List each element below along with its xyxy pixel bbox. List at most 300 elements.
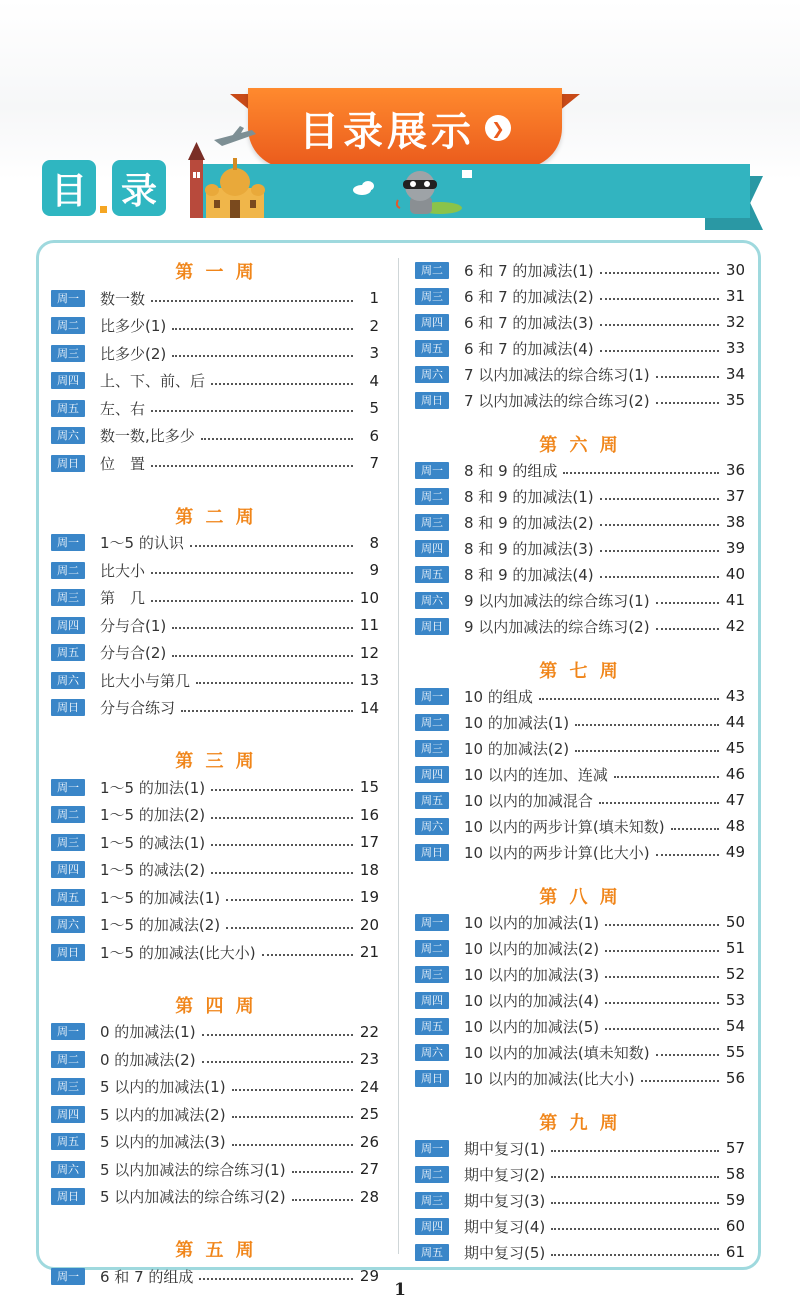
day-badge: 周五 xyxy=(51,1133,85,1150)
leader-dots xyxy=(262,954,353,956)
day-badge: 周一 xyxy=(415,1140,449,1157)
leader-dots xyxy=(551,1228,719,1230)
leader-dots xyxy=(599,802,719,804)
entry-page: 44 xyxy=(725,713,745,731)
toc-entry[interactable] xyxy=(415,537,745,559)
entry-label: 10 以内的加减法(填未知数) xyxy=(464,1043,650,1062)
toc-entry[interactable] xyxy=(415,711,745,733)
leader-dots xyxy=(600,350,719,352)
leader-dots xyxy=(656,628,719,630)
cathedral-icon xyxy=(205,158,265,218)
day-badge: 周五 xyxy=(51,400,85,417)
day-badge: 周三 xyxy=(415,1192,449,1209)
toc-entry[interactable] xyxy=(51,1158,379,1180)
leader-dots xyxy=(605,924,719,926)
day-badge: 周日 xyxy=(51,1188,85,1205)
tower-icon xyxy=(188,142,205,218)
toc-entry[interactable] xyxy=(415,789,745,811)
toc-entry[interactable] xyxy=(51,1186,379,1208)
entry-page: 36 xyxy=(725,461,745,479)
entry-label: 比大小与第几 xyxy=(100,671,191,690)
entry-label: 1～5 的认识 xyxy=(100,534,184,552)
day-badge: 周四 xyxy=(51,861,85,878)
leader-dots xyxy=(202,1061,353,1063)
day-badge: 周四 xyxy=(415,540,449,557)
toc-entry[interactable] xyxy=(415,911,745,933)
leader-dots xyxy=(605,1002,719,1004)
leader-dots xyxy=(539,698,719,700)
day-badge: 周六 xyxy=(51,672,85,689)
leader-dots xyxy=(641,1080,719,1082)
day-badge: 周六 xyxy=(51,1161,85,1178)
entry-label: 10 以内的两步计算(比大小) xyxy=(464,843,650,862)
leader-dots xyxy=(151,465,353,467)
day-badge: 周三 xyxy=(51,345,85,362)
entry-label: 10 以内的连加、连减 xyxy=(464,765,608,784)
toc-entry[interactable] xyxy=(415,311,745,333)
leader-dots xyxy=(201,438,353,440)
day-badge: 周二 xyxy=(51,806,85,823)
entry-page: 16 xyxy=(359,805,379,824)
entry-label: 左、右 xyxy=(100,399,146,418)
entry-page: 21 xyxy=(359,943,379,961)
toc-entry[interactable] xyxy=(415,815,745,837)
entry-page: 10 xyxy=(359,588,379,607)
day-badge: 周五 xyxy=(415,340,449,357)
leader-dots xyxy=(181,710,353,712)
toc-entry[interactable] xyxy=(51,452,379,474)
entry-label: 8 和 9 的组成 xyxy=(464,461,558,480)
entry-page: 27 xyxy=(359,1160,379,1178)
toc-entry[interactable] xyxy=(51,397,379,419)
toc-entry[interactable] xyxy=(415,1041,745,1063)
day-badge: 周五 xyxy=(415,1018,449,1035)
leader-dots xyxy=(551,1254,719,1256)
leader-dots xyxy=(600,524,719,526)
day-badge: 周日 xyxy=(51,944,85,961)
entry-page: 35 xyxy=(725,391,745,409)
day-badge: 周日 xyxy=(415,392,449,409)
day-badge: 周日 xyxy=(51,699,85,716)
day-badge: 周一 xyxy=(51,290,85,307)
day-badge: 周四 xyxy=(415,314,449,331)
entry-label: 8 和 9 的加减法(3) xyxy=(464,539,594,558)
leader-dots xyxy=(172,655,353,657)
airplane-icon xyxy=(214,126,256,146)
entry-label: 1～5 的加减法(比大小) xyxy=(100,943,256,962)
day-badge: 周五 xyxy=(415,792,449,809)
toc-entry[interactable] xyxy=(415,1215,745,1237)
day-badge: 周二 xyxy=(51,1051,85,1068)
toc-entry[interactable] xyxy=(51,1131,379,1153)
day-badge: 周一 xyxy=(51,1023,85,1040)
day-badge: 周四 xyxy=(415,766,449,783)
toc-entry[interactable] xyxy=(415,337,745,359)
entry-label: 10 的组成 xyxy=(464,687,533,706)
entry-page: 12 xyxy=(359,643,379,662)
day-badge: 周一 xyxy=(51,1268,85,1285)
entry-label: 10 以内的两步计算(填未知数) xyxy=(464,817,665,836)
leader-dots xyxy=(226,899,353,901)
leader-dots xyxy=(551,1202,719,1204)
week-title: 第 五 周 xyxy=(175,1240,257,1261)
day-badge: 周三 xyxy=(415,288,449,305)
entry-label: 1～5 的加法(1) xyxy=(100,778,206,797)
leader-dots xyxy=(292,1171,353,1173)
entry-page: 34 xyxy=(725,365,745,383)
week-title: 第 三 周 xyxy=(175,751,257,772)
toc-entry[interactable] xyxy=(51,669,379,691)
toc-entry[interactable] xyxy=(51,642,379,664)
toc-entry[interactable] xyxy=(415,1067,745,1089)
leader-dots xyxy=(211,383,353,385)
toc-entry[interactable] xyxy=(415,737,745,759)
toc-entry[interactable] xyxy=(415,989,745,1011)
entry-page: 11 xyxy=(359,616,379,634)
entry-page: 5 xyxy=(369,399,379,417)
entry-page: 3 xyxy=(369,344,379,362)
leader-dots xyxy=(232,1144,353,1146)
entry-page: 43 xyxy=(725,687,745,705)
toc-entry[interactable] xyxy=(51,941,379,963)
header-illustration xyxy=(0,0,800,240)
leader-dots xyxy=(575,724,719,726)
day-badge: 周三 xyxy=(415,514,449,531)
entry-page: 41 xyxy=(725,591,745,609)
entry-page: 2 xyxy=(369,316,379,335)
toc-entry[interactable] xyxy=(51,315,379,337)
leader-dots xyxy=(211,789,353,791)
day-badge: 周一 xyxy=(415,688,449,705)
toc-entry[interactable] xyxy=(51,425,379,447)
toc-entry[interactable] xyxy=(415,841,745,863)
day-badge: 周日 xyxy=(51,455,85,472)
entry-page: 6 xyxy=(369,426,379,445)
entry-label: 6 和 7 的加减法(3) xyxy=(464,313,594,332)
leader-dots xyxy=(614,776,719,778)
toc-entry[interactable] xyxy=(415,937,745,959)
toc-entry[interactable] xyxy=(51,1048,379,1070)
leader-dots xyxy=(211,844,353,846)
day-badge: 周六 xyxy=(415,1044,449,1061)
entry-label: 1～5 的减法(2) xyxy=(100,861,206,879)
entry-page: 22 xyxy=(359,1022,379,1041)
entry-label: 1～5 的加法(2) xyxy=(100,806,206,824)
entry-label: 分与合(2) xyxy=(100,644,167,662)
leader-dots xyxy=(563,472,719,474)
leader-dots xyxy=(211,817,353,819)
entry-label: 10 以内的加减混合 xyxy=(464,791,593,810)
day-badge: 周三 xyxy=(415,966,449,983)
entry-page: 54 xyxy=(725,1017,745,1035)
entry-page: 28 xyxy=(359,1187,379,1206)
toc-entry[interactable] xyxy=(51,614,379,636)
entry-page: 9 xyxy=(369,561,379,579)
entry-page: 33 xyxy=(725,339,745,357)
day-badge: 周一 xyxy=(51,779,85,796)
entry-label: 期中复习(5) xyxy=(464,1243,546,1262)
toc-entry[interactable] xyxy=(415,259,745,281)
entry-page: 38 xyxy=(725,513,745,531)
week-title: 第 九 周 xyxy=(539,1113,621,1134)
leader-dots xyxy=(196,682,353,684)
entry-label: 分与合(1) xyxy=(100,616,167,635)
toc-entry[interactable] xyxy=(51,287,379,309)
entry-label: 位 置 xyxy=(100,454,146,473)
entry-label: 8 和 9 的加减法(4) xyxy=(464,565,594,584)
day-badge: 周四 xyxy=(415,1218,449,1235)
entry-page: 49 xyxy=(725,843,745,861)
mulu-block-2: 录 xyxy=(112,160,166,216)
leader-dots xyxy=(172,627,353,629)
page-number: 1 xyxy=(394,1280,406,1300)
entry-label: 7 以内加减法的综合练习(2) xyxy=(464,391,650,410)
week-title: 第 四 周 xyxy=(175,995,257,1017)
entry-page: 59 xyxy=(725,1191,745,1209)
week-title: 第 八 周 xyxy=(539,887,621,908)
entry-page: 1 xyxy=(369,289,379,307)
day-badge: 周四 xyxy=(415,992,449,1009)
leader-dots xyxy=(656,376,719,378)
leader-dots xyxy=(151,410,353,412)
leader-dots xyxy=(671,828,719,830)
entry-page: 17 xyxy=(359,833,379,851)
toc-entry[interactable] xyxy=(415,485,745,507)
toc-entry[interactable] xyxy=(415,363,745,385)
entry-page: 47 xyxy=(725,791,745,809)
leader-dots xyxy=(656,1054,719,1056)
day-badge: 周五 xyxy=(415,566,449,583)
entry-label: 5 以内的加减法(1) xyxy=(100,1078,226,1096)
mascot-icon xyxy=(397,170,472,214)
leader-dots xyxy=(600,298,719,300)
day-badge: 周六 xyxy=(51,916,85,933)
entry-label: 6 和 7 的加减法(2) xyxy=(464,287,594,306)
toc-entry[interactable] xyxy=(51,859,379,881)
week-title: 第 七 周 xyxy=(539,661,621,682)
entry-page: 29 xyxy=(359,1267,379,1285)
toc-entry[interactable] xyxy=(51,559,379,581)
entry-page: 32 xyxy=(725,313,745,331)
day-badge: 周日 xyxy=(415,844,449,861)
toc-entry[interactable] xyxy=(415,763,745,785)
day-badge: 周三 xyxy=(415,740,449,757)
day-badge: 周四 xyxy=(51,372,85,389)
leader-dots xyxy=(605,950,719,952)
day-badge: 周六 xyxy=(415,592,449,609)
entry-page: 61 xyxy=(725,1243,745,1261)
day-badge: 周六 xyxy=(415,818,449,835)
day-badge: 周二 xyxy=(415,940,449,957)
day-badge: 周一 xyxy=(415,914,449,931)
entry-page: 53 xyxy=(725,991,745,1009)
toc-entry[interactable] xyxy=(415,1241,745,1263)
entry-label: 10 以内的加减法(3) xyxy=(464,965,600,984)
entry-label: 0 的加减法(2) xyxy=(100,1050,196,1069)
day-badge: 周五 xyxy=(51,644,85,661)
day-badge: 周六 xyxy=(51,427,85,444)
entry-page: 14 xyxy=(359,698,379,717)
mulu-block-1: 目 xyxy=(42,160,96,216)
toc-entry[interactable] xyxy=(415,459,745,481)
day-badge: 周二 xyxy=(415,714,449,731)
day-badge: 周三 xyxy=(51,834,85,851)
leader-dots xyxy=(600,324,719,326)
leader-dots xyxy=(232,1089,353,1091)
entry-label: 1～5 的加减法(1) xyxy=(100,888,221,907)
entry-page: 57 xyxy=(725,1139,745,1157)
toc-entry[interactable] xyxy=(51,804,379,826)
entry-page: 4 xyxy=(369,371,379,390)
entry-label: 9 以内加减法的综合练习(1) xyxy=(464,591,650,610)
entry-label: 10 以内的加减法(1) xyxy=(464,913,600,932)
entry-label: 期中复习(1) xyxy=(464,1139,546,1158)
week-title: 第 一 周 xyxy=(175,262,257,283)
entry-page: 31 xyxy=(725,287,745,305)
leader-dots xyxy=(151,572,353,574)
entry-page: 42 xyxy=(725,617,745,635)
day-badge: 周一 xyxy=(51,534,85,551)
day-badge: 周日 xyxy=(415,1070,449,1087)
toc-entry[interactable] xyxy=(51,831,379,853)
leader-dots xyxy=(211,872,353,874)
entry-page: 50 xyxy=(725,913,745,931)
chevron-down-icon: ❯ xyxy=(485,115,511,141)
entry-label: 比多少(2) xyxy=(100,344,167,363)
entry-label: 第 几 xyxy=(100,589,146,607)
toc-entry[interactable] xyxy=(415,1015,745,1037)
entry-page: 55 xyxy=(725,1043,745,1061)
banner-title: 目录展示 xyxy=(299,108,475,155)
entry-page: 30 xyxy=(725,261,745,279)
entry-label: 上、下、前、后 xyxy=(100,372,206,390)
entry-page: 15 xyxy=(359,778,379,796)
leader-dots xyxy=(600,272,719,274)
toc-entry[interactable] xyxy=(51,1076,379,1098)
toc-entry[interactable] xyxy=(415,1163,745,1185)
toc-entry[interactable] xyxy=(51,587,379,609)
day-badge: 周三 xyxy=(51,589,85,606)
entry-page: 19 xyxy=(359,888,379,906)
entry-label: 10 的加减法(1) xyxy=(464,713,570,732)
toc-entry[interactable] xyxy=(415,963,745,985)
entry-label: 9 以内加减法的综合练习(2) xyxy=(464,617,650,636)
leader-dots xyxy=(151,600,353,602)
leader-dots xyxy=(292,1199,353,1201)
toc-entry[interactable] xyxy=(415,563,745,585)
toc-entry[interactable] xyxy=(415,1137,745,1159)
day-badge: 周二 xyxy=(51,562,85,579)
toc-entry[interactable] xyxy=(51,1103,379,1125)
toc-entry[interactable] xyxy=(51,342,379,364)
entry-page: 23 xyxy=(359,1050,379,1068)
leader-dots xyxy=(605,1028,719,1030)
entry-label: 10 的加减法(2) xyxy=(464,739,570,758)
toc-entry[interactable] xyxy=(51,370,379,392)
leader-dots xyxy=(551,1150,719,1152)
entry-page: 46 xyxy=(725,765,745,783)
entry-page: 26 xyxy=(359,1132,379,1151)
entry-label: 10 以内的加减法(4) xyxy=(464,991,600,1010)
entry-label: 0 的加减法(1) xyxy=(100,1023,196,1041)
entry-page: 56 xyxy=(725,1069,745,1087)
toc-entry[interactable] xyxy=(415,1189,745,1211)
entry-page: 37 xyxy=(725,487,745,505)
toc-entry[interactable] xyxy=(415,389,745,411)
cloud-icon xyxy=(353,181,374,195)
entry-label: 比大小 xyxy=(100,561,146,580)
entry-label: 期中复习(4) xyxy=(464,1217,546,1236)
entry-label: 8 和 9 的加减法(2) xyxy=(464,513,594,532)
column-divider xyxy=(398,258,399,1254)
leader-dots xyxy=(656,402,719,404)
entry-label: 10 以内的加减法(5) xyxy=(464,1017,600,1036)
entry-label: 5 以内的加减法(3) xyxy=(100,1133,226,1151)
day-badge: 周四 xyxy=(51,617,85,634)
toc-entry[interactable] xyxy=(51,697,379,719)
week-title: 第 六 周 xyxy=(539,435,621,456)
toc-entry[interactable] xyxy=(415,285,745,307)
entry-page: 7 xyxy=(369,454,379,472)
entry-label: 7 以内加减法的综合练习(1) xyxy=(464,365,650,384)
entry-page: 52 xyxy=(725,965,745,983)
leader-dots xyxy=(232,1116,353,1118)
entry-label: 8 和 9 的加减法(1) xyxy=(464,487,594,506)
entry-label: 分与合练习 xyxy=(100,699,176,717)
leader-dots xyxy=(656,854,719,856)
toc-entry[interactable] xyxy=(415,589,745,611)
entry-label: 数一数 xyxy=(100,289,146,308)
leader-dots xyxy=(600,550,719,552)
entry-label: 比多少(1) xyxy=(100,317,167,335)
day-badge: 周二 xyxy=(415,1166,449,1183)
entry-page: 13 xyxy=(359,671,379,689)
entry-page: 48 xyxy=(725,817,745,835)
toc-entry[interactable] xyxy=(51,1021,379,1043)
day-badge: 周一 xyxy=(415,462,449,479)
day-badge: 周二 xyxy=(415,262,449,279)
day-badge: 周五 xyxy=(415,1244,449,1261)
toc-entry[interactable] xyxy=(51,914,379,936)
leader-dots xyxy=(656,602,719,604)
entry-label: 5 以内加减法的综合练习(1) xyxy=(100,1160,286,1179)
entry-label: 6 和 7 的加减法(1) xyxy=(464,261,594,280)
entry-label: 期中复习(2) xyxy=(464,1165,546,1184)
entry-page: 40 xyxy=(725,565,745,583)
leader-dots xyxy=(226,927,353,929)
toc-entry[interactable] xyxy=(415,615,745,637)
entry-page: 24 xyxy=(359,1077,379,1096)
day-badge: 周六 xyxy=(415,366,449,383)
toc-entry[interactable] xyxy=(415,511,745,533)
entry-label: 6 和 7 的加减法(4) xyxy=(464,339,594,358)
entry-label: 1～5 的加减法(2) xyxy=(100,916,221,934)
toc-entry[interactable] xyxy=(51,886,379,908)
toc-entry[interactable] xyxy=(51,776,379,798)
day-badge: 周二 xyxy=(415,488,449,505)
entry-page: 45 xyxy=(725,739,745,757)
toc-entry[interactable] xyxy=(51,532,379,554)
week-title: 第 二 周 xyxy=(175,506,257,528)
entry-label: 1～5 的减法(1) xyxy=(100,833,206,852)
leader-dots xyxy=(600,576,719,578)
entry-page: 60 xyxy=(725,1217,745,1235)
toc-entry[interactable] xyxy=(415,685,745,707)
entry-page: 25 xyxy=(359,1105,379,1123)
leader-dots xyxy=(190,545,353,547)
entry-label: 6 和 7 的组成 xyxy=(100,1267,194,1286)
leader-dots xyxy=(575,750,719,752)
